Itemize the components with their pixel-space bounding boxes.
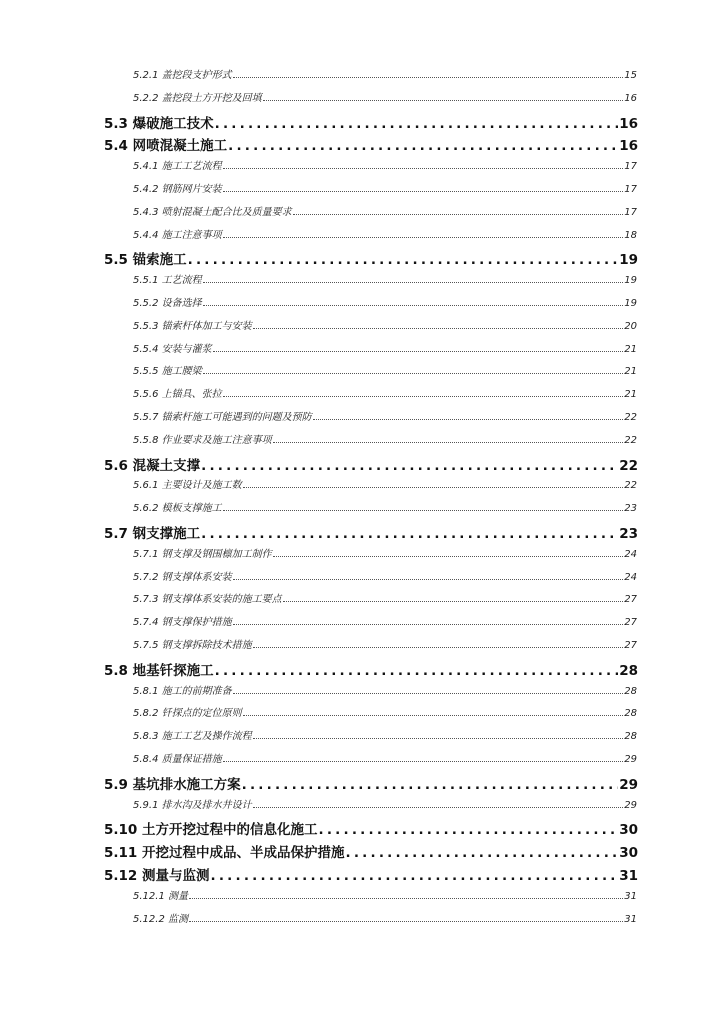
toc-subsection-entry[interactable]	[133, 545, 637, 560]
toc-entry-title: 5.12.2 监测	[133, 913, 188, 925]
toc-dot-leader	[189, 897, 623, 899]
toc-page-number: 31	[624, 913, 637, 925]
toc-dot-leader	[223, 760, 624, 762]
toc-page-number: 22	[619, 457, 638, 474]
toc-dot-leader	[215, 665, 619, 679]
toc-section-entry[interactable]	[104, 112, 638, 132]
toc-dot-leader	[319, 824, 619, 838]
toc-subsection-entry[interactable]	[133, 294, 637, 309]
toc-entry-title: 5.12.1 测量	[133, 890, 188, 902]
toc-entry-title: 5.4.3 喷射混凝土配合比及质量要求	[133, 206, 292, 218]
toc-dot-leader	[211, 870, 619, 884]
toc-subsection-entry[interactable]	[133, 636, 637, 651]
toc-entry-title: 5.10 土方开挖过程中的信息化施工	[104, 822, 318, 839]
toc-dot-leader	[273, 441, 624, 443]
toc-dot-leader	[263, 99, 624, 101]
toc-entry-title: 5.5.6 上锚具、张拉	[133, 389, 222, 401]
toc-subsection-entry[interactable]	[133, 476, 637, 491]
toc-subsection-entry[interactable]	[133, 727, 637, 742]
toc-entry-title: 5.4.1 施工工艺流程	[133, 161, 222, 173]
toc-page-number: 17	[624, 206, 637, 218]
toc-subsection-entry[interactable]	[133, 887, 637, 902]
toc-entry-title: 5.5.2 设备选择	[133, 298, 202, 309]
toc-subsection-entry[interactable]	[133, 340, 637, 355]
toc-entry-title: 5.7.3 钢支撑体系安装的施工要点	[133, 594, 282, 606]
toc-entry-title: 5.4.4 施工注意事项	[133, 229, 222, 241]
toc-subsection-entry[interactable]	[133, 89, 637, 104]
toc-page-number: 21	[624, 366, 637, 378]
toc-dot-leader	[223, 236, 624, 238]
toc-dot-leader	[213, 350, 624, 352]
toc-subsection-entry[interactable]	[133, 568, 637, 583]
toc-dot-leader	[233, 692, 624, 694]
toc-page-number: 16	[619, 115, 638, 132]
toc-entry-title: 5.2.1 盖挖段支护形式	[133, 70, 232, 81]
toc-dot-leader	[233, 578, 624, 580]
toc-page-number: 28	[624, 708, 637, 720]
toc-subsection-entry[interactable]	[133, 180, 637, 195]
toc-page-number: 17	[624, 161, 637, 173]
toc-dot-leader	[223, 190, 624, 192]
toc-page-number: 22	[624, 480, 637, 492]
toc-entry-title: 5.11 开挖过程中成品、半成品保护措施	[104, 845, 345, 862]
toc-subsection-entry[interactable]	[133, 682, 637, 697]
toc-page-number: 16	[619, 138, 638, 155]
toc-page-number: 23	[619, 526, 638, 542]
toc-dot-leader	[201, 528, 618, 542]
toc-entry-title: 5.9.1 排水沟及排水井设计	[133, 799, 252, 811]
toc-dot-leader	[223, 509, 624, 511]
toc-subsection-entry[interactable]	[133, 317, 637, 332]
toc-page-number: 29	[624, 799, 637, 811]
toc-dot-leader	[253, 327, 624, 329]
toc-page-number: 22	[624, 434, 637, 446]
toc-dot-leader	[233, 76, 624, 78]
toc-page-number: 27	[624, 594, 637, 606]
toc-dot-leader	[243, 714, 624, 716]
toc-entry-title: 5.4.2 钢筋网片安装	[133, 184, 222, 195]
toc-page-number: 24	[624, 548, 637, 560]
toc-page-number: 19	[619, 252, 638, 269]
toc-dot-leader	[273, 555, 624, 557]
toc-subsection-entry[interactable]	[133, 704, 637, 719]
toc-page-number: 28	[624, 731, 637, 743]
toc-section-entry[interactable]	[104, 818, 638, 838]
toc-subsection-entry[interactable]	[133, 499, 637, 514]
toc-page-number: 28	[624, 685, 637, 697]
toc-subsection-entry[interactable]	[133, 796, 637, 811]
toc-entry-title: 5.5.3 锚索杆体加工与安装	[133, 320, 252, 332]
toc-page-number: 29	[619, 776, 638, 793]
toc-page-number: 28	[619, 662, 638, 679]
toc-entry-title: 5.5.4 安装与灌浆	[133, 343, 212, 355]
toc-entry-title: 5.5.5 施工腰梁	[133, 366, 202, 378]
toc-page-number: 22	[624, 412, 637, 423]
toc-dot-leader	[188, 254, 619, 268]
toc-dot-leader	[253, 646, 624, 648]
toc-entry-title: 5.6.2 模板支撑施工	[133, 503, 222, 515]
toc-dot-leader	[223, 167, 624, 169]
toc-page-number: 30	[619, 845, 638, 862]
toc-page-number: 27	[624, 640, 637, 651]
toc-entry-title: 5.5.1 工艺流程	[133, 275, 202, 287]
toc-dot-leader	[233, 623, 624, 625]
toc-subsection-entry[interactable]	[133, 157, 637, 172]
toc-dot-leader	[283, 600, 624, 602]
toc-page-number: 19	[624, 275, 637, 287]
toc-entry-title: 5.2.2 盖挖段土方开挖及回填	[133, 92, 262, 104]
toc-subsection-entry[interactable]	[133, 362, 637, 377]
toc-dot-leader	[253, 737, 624, 739]
toc-entry-title: 5.7.1 钢支撑及钢围檩加工制作	[133, 548, 272, 560]
toc-entry-title: 5.3 爆破施工技术	[104, 115, 214, 132]
toc-entry-title: 5.7.5 钢支撑拆除技术措施	[133, 640, 252, 651]
toc-entry-title: 5.5.7 锚索杆施工可能遇到的问题及预防	[133, 412, 312, 423]
toc-page-number: 16	[624, 92, 637, 104]
toc-dot-leader	[242, 779, 619, 793]
toc-entry-title: 5.7.2 钢支撑体系安装	[133, 571, 232, 583]
toc-entry-title: 5.5 锚索施工	[104, 252, 187, 269]
toc-dot-leader	[228, 140, 618, 154]
toc-dot-leader	[223, 395, 624, 397]
toc-page-number: 15	[624, 70, 637, 81]
toc-section-entry[interactable]	[104, 773, 638, 793]
toc-subsection-entry[interactable]	[133, 408, 637, 423]
toc-entry-title: 5.7.4 钢支撑保护措施	[133, 617, 232, 629]
toc-page-number: 31	[624, 890, 637, 902]
toc-dot-leader	[293, 213, 624, 215]
toc-dot-leader	[243, 486, 624, 488]
toc-section-entry[interactable]	[104, 864, 638, 884]
toc-subsection-entry[interactable]	[133, 385, 637, 400]
toc-page-number: 18	[624, 229, 637, 241]
toc-section-entry[interactable]	[104, 454, 638, 474]
toc-entry-title: 5.4 网喷混凝土施工	[104, 138, 228, 155]
toc-entry-title: 5.8 地基钎探施工	[104, 662, 214, 679]
toc-page-number: 31	[619, 868, 638, 884]
toc-page-number: 19	[624, 298, 637, 309]
toc-page-number: 29	[624, 754, 637, 765]
toc-dot-leader	[313, 418, 624, 420]
toc-dot-leader	[346, 847, 619, 861]
toc-dot-leader	[201, 460, 618, 474]
toc-subsection-entry[interactable]	[133, 203, 637, 218]
toc-dot-leader	[203, 372, 624, 374]
toc-page-number: 21	[624, 389, 637, 401]
toc-subsection-entry[interactable]	[133, 750, 637, 765]
toc-page-number: 27	[624, 617, 637, 629]
toc-entry-title: 5.5.8 作业要求及施工注意事项	[133, 434, 272, 446]
toc-subsection-entry[interactable]	[133, 590, 637, 605]
toc-page-number: 30	[619, 822, 638, 839]
toc-subsection-entry[interactable]	[133, 910, 637, 925]
toc-page-number: 24	[624, 571, 637, 583]
toc-section-entry[interactable]	[104, 248, 638, 268]
toc-section-entry[interactable]	[104, 841, 638, 861]
toc-dot-leader	[203, 281, 624, 283]
toc-entry-title: 5.8.3 施工工艺及操作流程	[133, 731, 252, 743]
toc-entry-title: 5.7 钢支撑施工	[104, 526, 201, 542]
toc-page-number: 21	[624, 343, 637, 355]
toc-dot-leader	[215, 118, 619, 132]
toc-subsection-entry[interactable]	[133, 66, 637, 81]
toc-subsection-entry[interactable]	[133, 271, 637, 286]
toc-dot-leader	[203, 304, 624, 306]
toc-entry-title: 5.12 测量与监测	[104, 868, 210, 884]
toc-entry-title: 5.6.1 主要设计及施工数	[133, 480, 242, 492]
toc-subsection-entry[interactable]	[133, 613, 637, 628]
toc-section-entry[interactable]	[104, 522, 638, 542]
toc-section-entry[interactable]	[104, 659, 638, 679]
toc-page-number: 23	[624, 503, 637, 515]
toc-section-entry[interactable]	[104, 134, 638, 154]
toc-subsection-entry[interactable]	[133, 226, 637, 241]
toc-entry-title: 5.8.2 钎探点的定位原则	[133, 708, 242, 720]
toc-subsection-entry[interactable]	[133, 431, 637, 446]
toc-page-number: 20	[624, 320, 637, 332]
toc-entry-title: 5.8.4 质量保证措施	[133, 754, 222, 765]
toc-dot-leader	[253, 806, 624, 808]
toc-entry-title: 5.8.1 施工的前期准备	[133, 685, 232, 697]
toc-entry-title: 5.9 基坑排水施工方案	[104, 776, 241, 793]
toc-page-number: 17	[624, 184, 637, 195]
toc-entry-title: 5.6 混凝土支撑	[104, 457, 201, 474]
toc-dot-leader	[189, 920, 623, 922]
